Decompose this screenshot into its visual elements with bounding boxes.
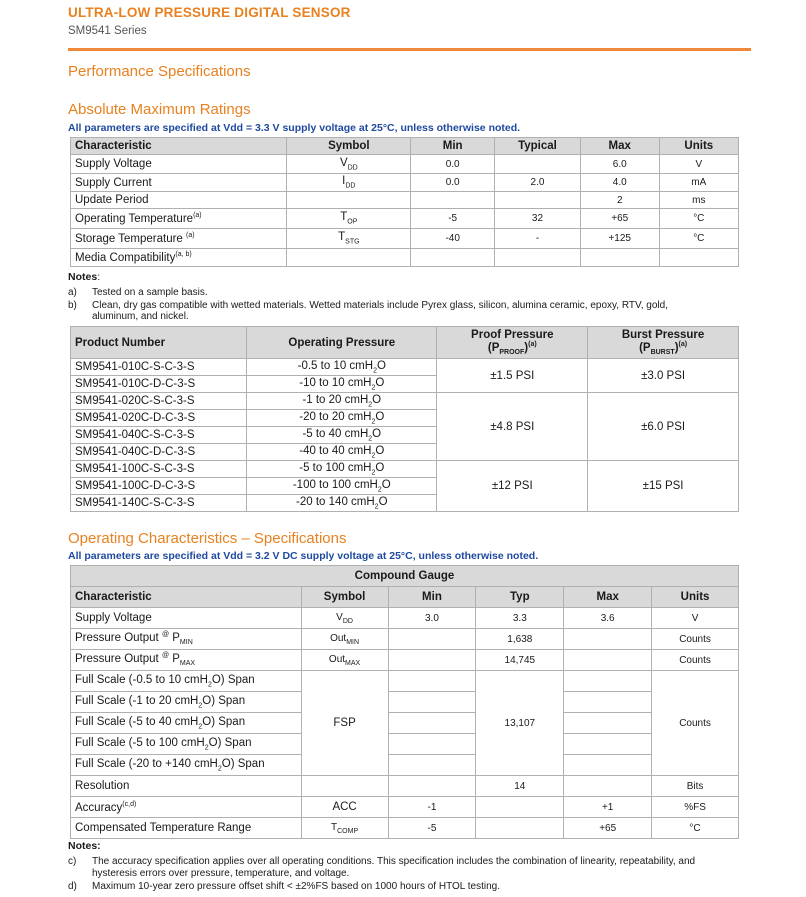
notes-label: Notes: [68, 271, 101, 283]
max-cell [564, 776, 652, 797]
symbol-cell: FSP [301, 671, 388, 776]
col-typ: Typ [476, 587, 564, 608]
symbol-cell: $V_{DD}$ [287, 155, 411, 174]
row-label: Supply Current [71, 174, 287, 192]
row-label: Pressure Output @ $P_{MIN}$ [71, 629, 302, 650]
symbol-cell: Out$_{MIN}$ [301, 629, 388, 650]
max-cell: +65 [564, 818, 652, 839]
min-cell [388, 755, 476, 776]
operating-cell: -20 to 20 cmH$_2$O [247, 410, 437, 427]
operating-cell: -0.5 to 10 cmH$_2$O [247, 359, 437, 376]
typ-cell: - [495, 229, 581, 249]
burst-cell: ±6.0 PSI [588, 393, 739, 461]
typ-cell: 2.0 [495, 174, 581, 192]
typ-cell [495, 192, 581, 209]
row-label: Full Scale (-1 to 20 cmH$_2$O) Span [71, 692, 302, 713]
symbol-cell: $T_{STG}$ [287, 229, 411, 249]
note-c: c) The accuracy specification applies over all operating conditions. This specification includes the combination of linearity, repeatability, and [68, 856, 696, 867]
min-cell: 0.0 [411, 174, 495, 192]
units-cell: %FS [652, 797, 739, 818]
performance-heading: Performance Specifications [68, 63, 251, 80]
proof-cell: ±1.5 PSI [437, 359, 588, 393]
typ-cell: 13,107 [476, 671, 564, 776]
typ-cell: 32 [495, 209, 581, 229]
proof-cell: ±4.8 PSI [437, 393, 588, 461]
col-symbol: Symbol [301, 587, 388, 608]
product-cell: SM9541-100C-D-C-3-S [71, 478, 247, 495]
max-cell [564, 734, 652, 755]
units-cell: Counts [652, 671, 739, 776]
typ-cell: 14,745 [476, 650, 564, 671]
col-units: Units [659, 138, 738, 155]
units-cell: °C [652, 818, 739, 839]
symbol-cell [287, 192, 411, 209]
note-d: d) Maximum 10-year zero pressure offset shift < ±2%FS based on 1000 hours of HTOL testing. [68, 881, 501, 892]
table-row [71, 608, 739, 629]
table-row [71, 629, 739, 650]
table-row [71, 734, 739, 755]
table-row [71, 713, 739, 734]
min-cell [388, 692, 476, 713]
min-cell [411, 192, 495, 209]
max-cell: 2 [580, 192, 659, 209]
min-cell [388, 650, 476, 671]
min-cell [388, 776, 476, 797]
row-label: Full Scale (-0.5 to 10 cmH$_2$O) Span [71, 671, 302, 692]
typ-cell [476, 818, 564, 839]
min-cell [388, 671, 476, 692]
table-row [71, 692, 739, 713]
table-row [71, 229, 739, 249]
col-symbol: Symbol [287, 138, 411, 155]
max-cell [564, 650, 652, 671]
note-b-continued: aluminum, and nickel. [92, 311, 189, 322]
row-label: Storage Temperature $^{(a)}$ [71, 229, 287, 249]
min-cell: -5 [411, 209, 495, 229]
max-cell: 6.0 [580, 155, 659, 174]
product-cell: SM9541-010C-D-C-3-S [71, 376, 247, 393]
min-cell: -1 [388, 797, 476, 818]
typ-cell [495, 249, 581, 267]
note-b: b) Clean, dry gas compatible with wetted materials. Wetted materials include Pyrex glass, silicon, alumina ceramic, epoxy, RTV, gold, [68, 300, 668, 311]
row-label: Resolution [71, 776, 302, 797]
table-row [71, 776, 739, 797]
min-cell [388, 734, 476, 755]
proof-cell: ±12 PSI [437, 461, 588, 512]
table-row [71, 359, 739, 376]
col-characteristic: Characteristic [71, 587, 302, 608]
symbol-cell: $V_{DD}$ [301, 608, 388, 629]
max-cell [564, 629, 652, 650]
typ-cell: 1,638 [476, 629, 564, 650]
row-label: Compensated Temperature Range [71, 818, 302, 839]
min-cell: -5 [388, 818, 476, 839]
product-cell: SM9541-040C-D-C-3-S [71, 444, 247, 461]
table-row [71, 671, 739, 692]
operating-cell: -1 to 20 cmH$_2$O [247, 393, 437, 410]
table-row [71, 209, 739, 229]
row-label: Accuracy$^{(c,d)}$ [71, 797, 302, 818]
burst-cell: ±3.0 PSI [588, 359, 739, 393]
table-row [71, 461, 739, 478]
symbol-cell [287, 249, 411, 267]
abs-max-subtitle: All parameters are specified at Vdd = 3.3 V supply voltage at 25°C, unless otherwise noted. [68, 122, 521, 134]
min-cell: 0.0 [411, 155, 495, 174]
col-proof-pressure: Proof Pressure $(P_{PROOF})^{(a)}$ [437, 327, 588, 359]
max-cell: 3.6 [564, 608, 652, 629]
table-row [71, 393, 739, 410]
table-row [71, 755, 739, 776]
operating-cell: -5 to 40 cmH$_2$O [247, 427, 437, 444]
op-char-subtitle: All parameters are specified at Vdd = 3.2 V DC supply voltage at 25°C, unless otherwise noted. [68, 550, 539, 562]
max-cell [564, 692, 652, 713]
table-row [71, 174, 739, 192]
typ-cell: 3.3 [476, 608, 564, 629]
row-label: Operating Temperature$^{(a)}$ [71, 209, 287, 229]
min-cell: 3.0 [388, 608, 476, 629]
product-cell: SM9541-010C-S-C-3-S [71, 359, 247, 376]
note-c-continued: hysteresis errors over pressure, temperature, and voltage. [92, 868, 350, 879]
max-cell: 4.0 [580, 174, 659, 192]
col-operating-pressure: Operating Pressure [247, 327, 437, 359]
op-char-heading: Operating Characteristics – Specifications [68, 530, 347, 547]
compound-gauge-header: Compound Gauge [71, 566, 739, 587]
units-cell: Counts [652, 650, 739, 671]
row-label: Media Compatibility$^{(a, b)}$ [71, 249, 287, 267]
typ-cell [495, 155, 581, 174]
row-label: Supply Voltage [71, 608, 302, 629]
max-cell: +125 [580, 229, 659, 249]
typ-cell [476, 797, 564, 818]
max-cell [564, 671, 652, 692]
document-title: ULTRA-LOW PRESSURE DIGITAL SENSOR [68, 5, 351, 20]
min-cell [388, 713, 476, 734]
row-label: Full Scale (-20 to +140 cmH$_2$O) Span [71, 755, 302, 776]
units-cell: mA [659, 174, 738, 192]
operating-cell: -20 to 140 cmH$_2$O [247, 495, 437, 512]
row-label: Supply Voltage [71, 155, 287, 174]
symbol-cell: ACC [301, 797, 388, 818]
col-units: Units [652, 587, 739, 608]
note-a: a) Tested on a sample basis. [68, 287, 208, 298]
col-typical: Typical [495, 138, 581, 155]
min-cell: -40 [411, 229, 495, 249]
col-min: Min [388, 587, 476, 608]
operating-cell: -10 to 10 cmH$_2$O [247, 376, 437, 393]
product-cell: SM9541-040C-S-C-3-S [71, 427, 247, 444]
pressure-table [70, 326, 739, 512]
row-label: Update Period [71, 192, 287, 209]
max-cell [564, 713, 652, 734]
product-cell: SM9541-100C-S-C-3-S [71, 461, 247, 478]
col-burst-pressure: Burst Pressure $(P_{BURST})^{(a)}$ [588, 327, 739, 359]
min-cell [411, 249, 495, 267]
col-max: Max [564, 587, 652, 608]
col-min: Min [411, 138, 495, 155]
max-cell [564, 755, 652, 776]
units-cell [659, 249, 738, 267]
symbol-cell: $T_{OP}$ [287, 209, 411, 229]
table-row [71, 818, 739, 839]
operating-cell: -100 to 100 cmH$_2$O [247, 478, 437, 495]
product-cell: SM9541-140C-S-C-3-S [71, 495, 247, 512]
min-cell [388, 629, 476, 650]
units-cell: Counts [652, 629, 739, 650]
max-cell: +1 [564, 797, 652, 818]
symbol-cell: $I_{DD}$ [287, 174, 411, 192]
header-divider [68, 48, 751, 51]
units-cell: °C [659, 209, 738, 229]
units-cell: V [652, 608, 739, 629]
units-cell: ms [659, 192, 738, 209]
symbol-cell [301, 776, 388, 797]
abs-max-table [70, 137, 739, 267]
row-label: Full Scale (-5 to 100 cmH$_2$O) Span [71, 734, 302, 755]
typ-cell: 14 [476, 776, 564, 797]
table-row [71, 249, 739, 267]
series-label: SM9541 Series [68, 25, 147, 37]
units-cell: °C [659, 229, 738, 249]
op-char-table [70, 565, 739, 839]
col-characteristic: Characteristic [71, 138, 287, 155]
row-label: Pressure Output @ $P_{MAX}$ [71, 650, 302, 671]
units-cell: V [659, 155, 738, 174]
col-product-number: Product Number [71, 327, 247, 359]
row-label: Full Scale (-5 to 40 cmH$_2$O) Span [71, 713, 302, 734]
notes-label-2: Notes: [68, 840, 101, 852]
units-cell: Bits [652, 776, 739, 797]
symbol-cell: Out$_{MAX}$ [301, 650, 388, 671]
table-row [71, 192, 739, 209]
symbol-cell: $T_{COMP}$ [301, 818, 388, 839]
product-cell: SM9541-020C-S-C-3-S [71, 393, 247, 410]
burst-cell: ±15 PSI [588, 461, 739, 512]
max-cell: +65 [580, 209, 659, 229]
max-cell [580, 249, 659, 267]
abs-max-heading: Absolute Maximum Ratings [68, 101, 251, 118]
table-row [71, 155, 739, 174]
table-row [71, 797, 739, 818]
product-cell: SM9541-020C-D-C-3-S [71, 410, 247, 427]
table-row [71, 650, 739, 671]
operating-cell: -40 to 40 cmH$_2$O [247, 444, 437, 461]
operating-cell: -5 to 100 cmH$_2$O [247, 461, 437, 478]
col-max: Max [580, 138, 659, 155]
